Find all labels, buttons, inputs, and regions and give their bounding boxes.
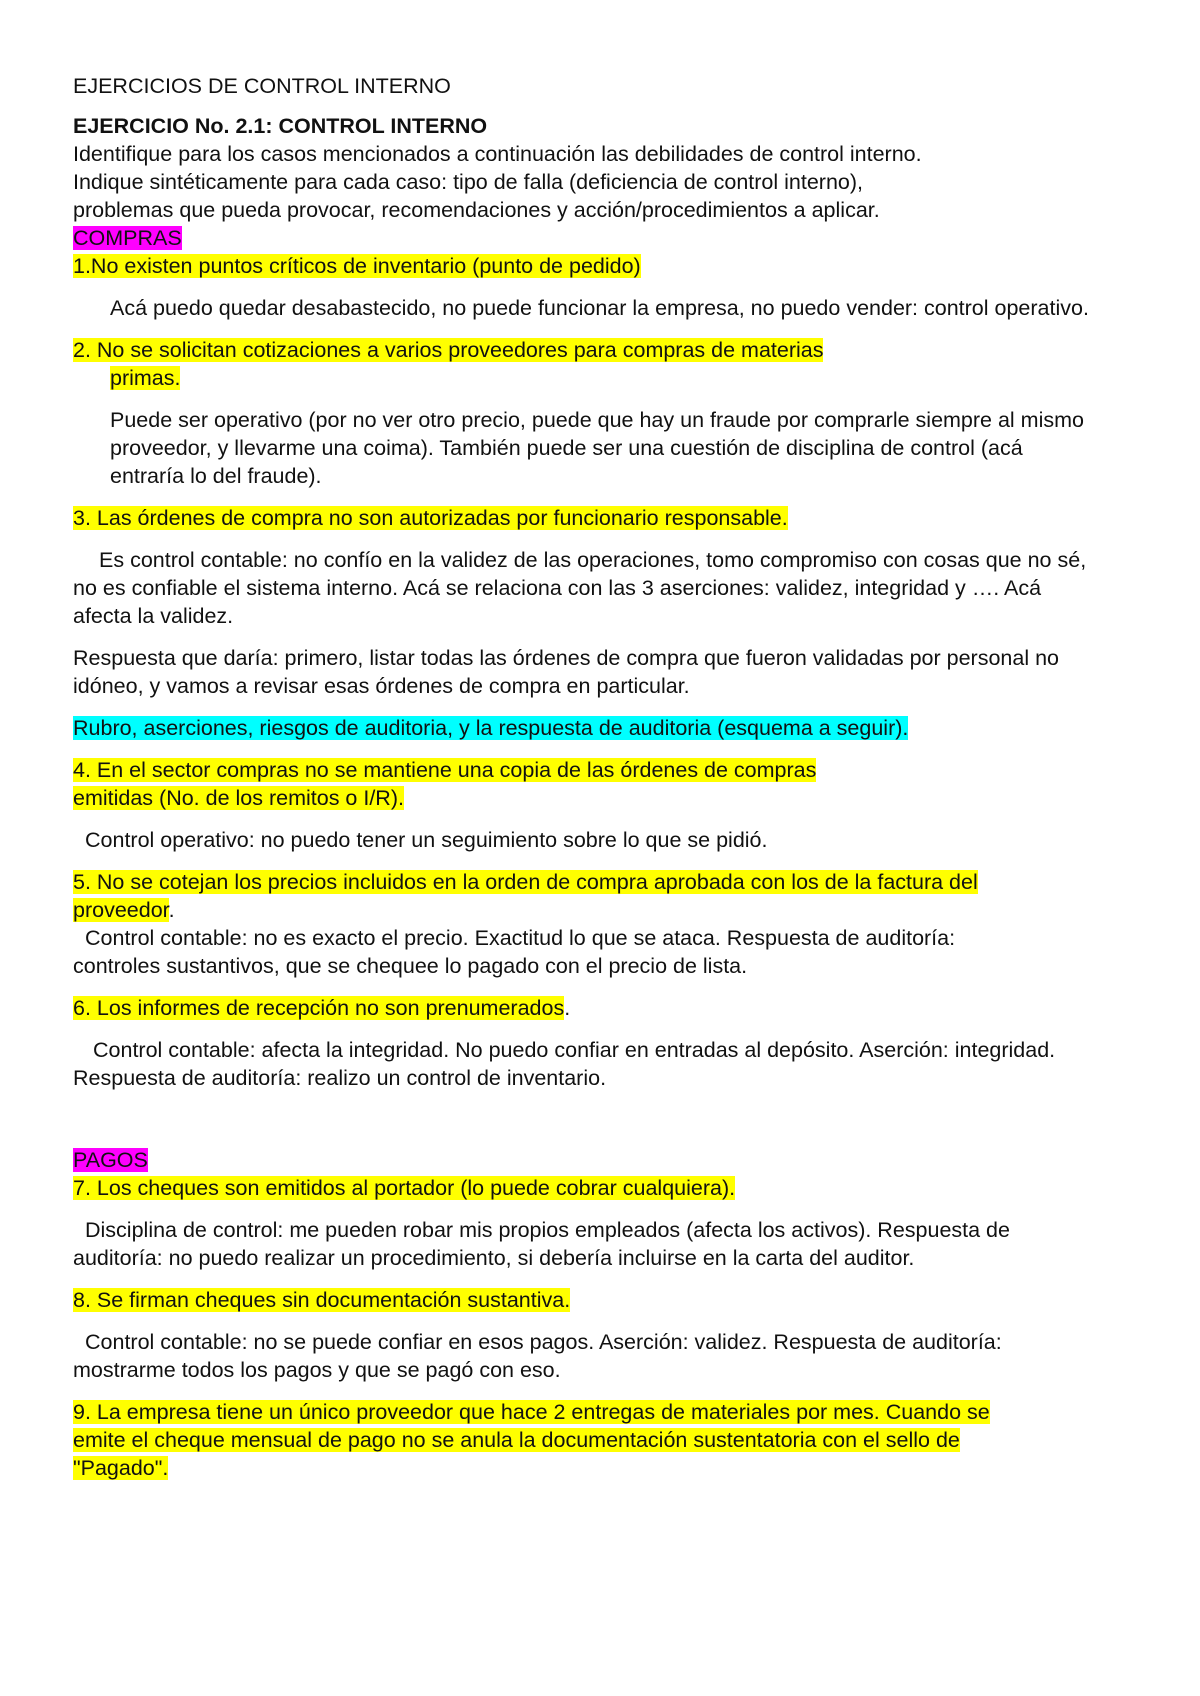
item-1-title: 1.No existen puntos críticos de inventario (punto de pedido) (73, 254, 641, 278)
item-9-cont-1 (73, 1426, 1100, 1454)
exercise-title: EJERCICIO No. 2.1: CONTROL INTERNO (73, 114, 488, 138)
section-compras (73, 224, 1100, 252)
item-9-cont-2 (73, 1454, 1100, 1482)
item-6-title-tail: . (564, 996, 571, 1020)
item-8-title: 8. Se firman cheques sin documentación sustantiva. (73, 1288, 571, 1312)
item-3 (73, 504, 1100, 532)
item-5-answer-line-1: Control contable: no es exacto el precio. Exactitud lo que se ataca. Respuesta de auditoría: (85, 926, 956, 950)
item-2-title-line-1: 2. No se solicitan cotizaciones a varios proveedores para compras de materias (73, 338, 824, 362)
item-2-title-line-2: primas. (110, 366, 181, 390)
item-5-title-line-2: proveedor (73, 898, 169, 922)
item-2-answer: Puede ser operativo (por no ver otro precio, puede que hay un fraude por comprarle siempre al mismo proveedor, y llevarme una coima). También puede ser una cuestión de disciplina de control (acá entraría lo del fraude). (110, 408, 1084, 488)
document-title: EJERCICIOS DE CONTROL INTERNO (73, 74, 451, 98)
item-5 (73, 868, 1100, 896)
item-4-title-line-1: 4. En el sector compras no se mantiene una copia de las órdenes de compras (73, 758, 817, 782)
item-5-cont (73, 896, 1100, 924)
item-3-title: 3. Las órdenes de compra no son autorizadas por funcionario responsable. (73, 506, 788, 530)
item-5-answer-line-2: controles sustantivos, que se chequee lo pagado con el precio de lista. (73, 954, 748, 978)
item-4-cont (73, 784, 1100, 812)
item-3-response: Respuesta que daría: primero, listar todas las órdenes de compra que fueron validadas por personal no idóneo, y vamos a revisar esas órdenes de compra en particular. (73, 646, 1059, 698)
item-1-answer: Acá puedo quedar desabastecido, no puede funcionar la empresa, no puedo vender: control operativo. (110, 296, 1089, 320)
intro-line-3: problemas que pueda provocar, recomendaciones y acción/procedimientos a aplicar. (73, 198, 880, 222)
item-8-answer: Control contable: no se puede confiar en esos pagos. Aserción: validez. Respuesta de auditoría: mostrarme todos los pagos y que se pagó con eso. (73, 1330, 1002, 1382)
item-6 (73, 994, 1100, 1022)
compras-heading: COMPRAS (73, 226, 182, 250)
item-3-scheme (73, 714, 1100, 742)
item-1 (73, 252, 1100, 280)
item-5-title-tail: . (168, 898, 175, 922)
intro-line-1: Identifique para los casos mencionados a continuación las debilidades de control interno. (73, 142, 922, 166)
intro-line-2: Indique sintéticamente para cada caso: tipo de falla (deficiencia de control interno), (73, 170, 863, 194)
item-3-answer: Es control contable: no confío en la validez de las operaciones, tomo compromiso con cosas que no sé, no es confiable el sistema interno. Acá se relaciona con las 3 aserciones: validez, integridad y …. Acá afecta la validez. (73, 548, 1087, 628)
item-2-cont (73, 364, 1100, 392)
item-5-title-line-1: 5. No se cotejan los precios incluidos en la orden de compra aprobada con los de la factura del (73, 870, 978, 894)
item-9-title-line-3: "Pagado". (73, 1456, 169, 1480)
item-7 (73, 1174, 1100, 1202)
item-9-title-line-1: 9. La empresa tiene un único proveedor que hace 2 entregas de materiales por mes. Cuando se (73, 1400, 990, 1424)
item-4 (73, 756, 1100, 784)
item-9-title-line-2: emite el cheque mensual de pago no se anula la documentación sustentatoria con el sello de (73, 1428, 960, 1452)
item-4-title-line-2: emitidas (No. de los remitos o I/R). (73, 786, 404, 810)
item-8 (73, 1286, 1100, 1314)
item-6-title: 6. Los informes de recepción no son prenumerados (73, 996, 565, 1020)
item-7-answer: Disciplina de control: me pueden robar mis propios empleados (afecta los activos). Respuesta de auditoría: no puedo realizar un procedimiento, si debería incluirse en la carta del auditor. (73, 1218, 1010, 1270)
pagos-heading: PAGOS (73, 1148, 148, 1172)
item-6-answer: Control contable: afecta la integridad. No puedo confiar en entradas al depósito. Aserción: integridad. Respuesta de auditoría: realizo un control de inventario. (73, 1038, 1056, 1090)
item-4-answer: Control operativo: no puedo tener un seguimiento sobre lo que se pidió. (85, 828, 768, 852)
item-7-title: 7. Los cheques son emitidos al portador (lo puede cobrar cualquiera). (73, 1176, 736, 1200)
scheme-note: Rubro, aserciones, riesgos de auditoria, y la respuesta de auditoria (esquema a seguir). (73, 716, 909, 740)
section-pagos (73, 1146, 1100, 1174)
item-2 (73, 336, 1100, 364)
item-9 (73, 1398, 1100, 1426)
